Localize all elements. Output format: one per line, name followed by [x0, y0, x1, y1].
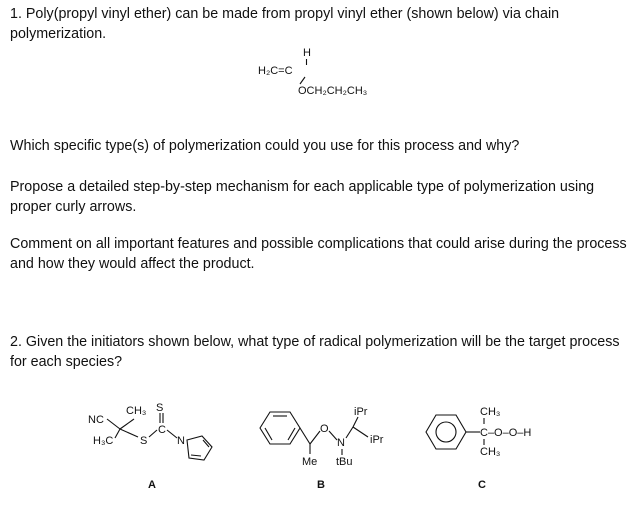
q1-intro: 1. Poly(propyl vinyl ether) can be made from propyl vinyl ether (shown below) via chain polymerization. [10, 6, 560, 42]
initiator-c-peroxide: C–O–O–H [480, 427, 532, 439]
initiator-a-bond-nc [107, 419, 120, 429]
initiator-b-tbu: tBu [336, 456, 353, 468]
initiator-a-caption: A [148, 479, 156, 491]
initiator-b-ipr-right: iPr [370, 434, 384, 446]
initiator-b-structure [260, 406, 384, 491]
initiator-c-caption: C [478, 479, 486, 491]
initiator-a-bond-s [120, 429, 138, 437]
monomer-structure [258, 47, 367, 97]
initiator-b-me: Me [302, 456, 318, 468]
initiator-b-bond-ring-ch [300, 428, 310, 444]
initiator-b-bond-nch [346, 427, 353, 438]
initiator-b-o: O [320, 423, 329, 435]
initiator-a-n: N [177, 435, 185, 447]
initiator-a-bond-ch3 [120, 419, 134, 429]
q1-question-mechanism: Propose a detailed step-by-step mechanism for each applicable type of polymerization using proper curly arrows. [10, 179, 595, 215]
initiator-a-s-thioether: S [140, 435, 148, 447]
initiator-a-structure [88, 402, 212, 491]
monomer-h: H [303, 47, 311, 59]
initiator-c-ch3-top: CH₃ [480, 406, 501, 418]
initiator-c-benzene-ring [426, 415, 466, 449]
initiator-b-ipr-top: iPr [354, 406, 368, 418]
monomer-co-bond [300, 77, 305, 84]
initiator-b-benzene-ring [260, 412, 300, 444]
initiator-a-nc: NC [88, 414, 104, 426]
initiator-c-ch3-bottom: CH₃ [480, 446, 501, 458]
initiator-b-n: N [337, 437, 345, 449]
initiator-a-bond-me [115, 429, 120, 438]
initiator-a-pyrrole-double-2 [191, 455, 201, 456]
initiator-a-bond-sc [149, 430, 157, 437]
initiator-b-bond-co [310, 431, 320, 444]
initiator-b-bond-ipr-right [353, 427, 368, 437]
initiator-c-aromatic-circle [436, 422, 456, 442]
initiator-a-bond-cn [167, 430, 177, 438]
initiator-b-caption: B [317, 479, 325, 491]
q1-question-comment: Comment on all important features and possible complications that could arise during the process and how they would affect the product. [10, 236, 627, 272]
initiator-a-ch3: CH₃ [126, 405, 147, 417]
q1-question-type: Which specific type(s) of polymerization could you use for this process and why? [10, 138, 520, 154]
initiator-a-s-thione: S [156, 402, 164, 414]
initiator-a-h3c: H₃C [93, 435, 114, 447]
monomer-vinyl: H₂C=C [258, 65, 293, 77]
initiator-c-structure [426, 406, 531, 491]
q2-question: 2. Given the initiators shown below, what type of radical polymerization will be the target process for each species? [10, 334, 620, 370]
initiator-a-c: C [158, 424, 166, 436]
initiator-b-bond-ipr-top [353, 417, 358, 427]
initiator-b-bond-on [329, 431, 337, 440]
monomer-ether: OCH₂CH₂CH₃ [298, 85, 368, 97]
